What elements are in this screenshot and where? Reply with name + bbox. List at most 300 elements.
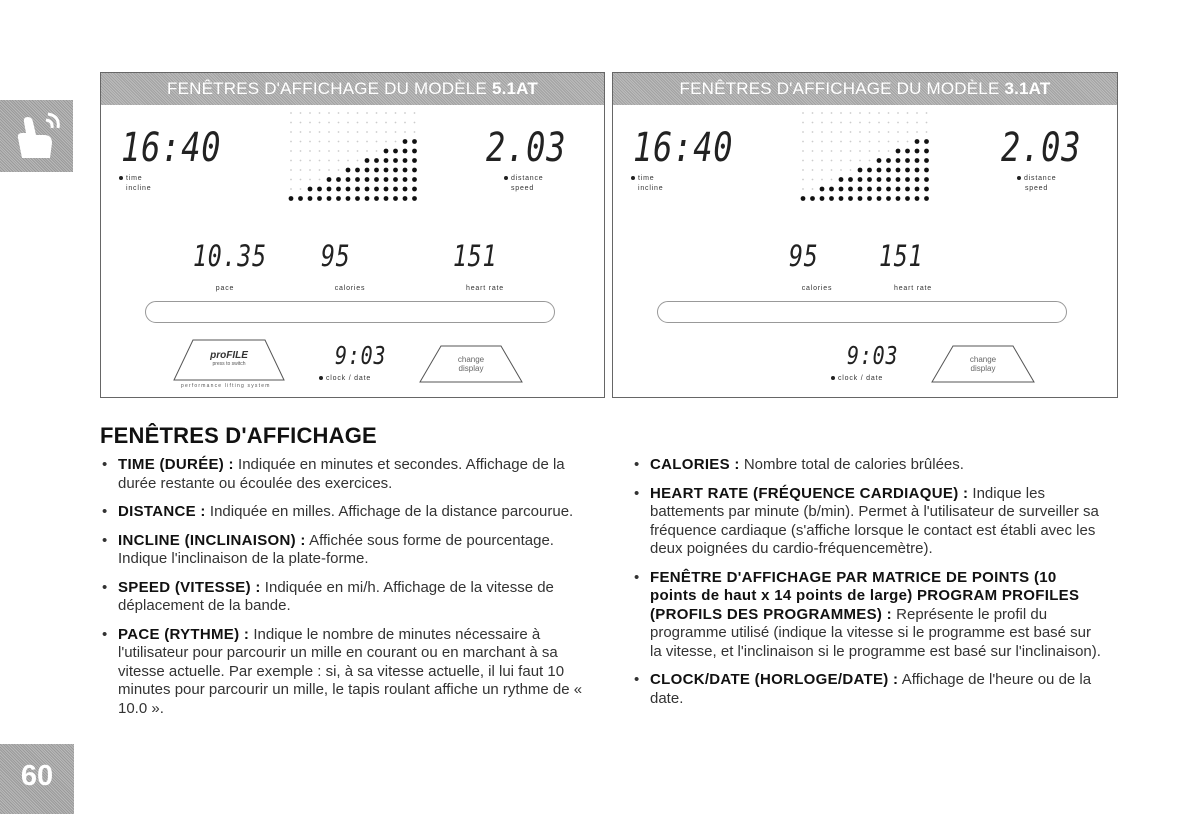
matrix-dot-on (346, 196, 351, 201)
matrix-dot-off (319, 169, 321, 171)
definition-item (100, 503, 605, 522)
matrix-dot-off (404, 122, 406, 124)
matrix-dot-off (859, 141, 861, 143)
matrix-dot-on (905, 168, 910, 173)
definition-desc: Indiquée en minutes et secondes. Affichage de la durée restante ou écoulée des exercices. (118, 456, 565, 492)
matrix-dot-on (393, 158, 398, 163)
matrix-dot-off (850, 150, 852, 152)
matrix-dot-off (366, 112, 368, 114)
matrix-dot-off (290, 188, 292, 190)
matrix-dot-off (357, 160, 359, 162)
definition-item (632, 485, 1102, 559)
matrix-dot-off (878, 150, 880, 152)
matrix-dot-off (395, 141, 397, 143)
matrix-dot-off (319, 122, 321, 124)
matrix-dot-on (867, 168, 872, 173)
matrix-dot-on (858, 196, 863, 201)
matrix-dot-off (869, 131, 871, 133)
matrix-dot-off (840, 150, 842, 152)
matrix-dot-off (309, 160, 311, 162)
matrix-dot-on (412, 139, 417, 144)
matrix-dot-off (802, 179, 804, 181)
calories-label: calories (801, 285, 833, 292)
matrix-dot-off (319, 141, 321, 143)
matrix-dot-on (829, 187, 834, 192)
definition-term: CALORIES : (650, 456, 740, 473)
panel-title (613, 73, 1117, 105)
matrix-dot-on (915, 168, 920, 173)
matrix-dot-on (867, 196, 872, 201)
matrix-dot-off (357, 112, 359, 114)
definition-list-left (100, 456, 605, 728)
matrix-dot-off (926, 131, 928, 133)
matrix-dot-off (812, 131, 814, 133)
matrix-dot-on (403, 168, 408, 173)
definition-desc: Indiquée en mi/h. Affichage de la vitesse de déplacement de la bande. (118, 578, 554, 614)
matrix-dot-off (300, 131, 302, 133)
definition-item (632, 671, 1102, 708)
matrix-dot-on (905, 149, 910, 154)
matrix-dot-on (924, 196, 929, 201)
matrix-dot-off (319, 179, 321, 181)
matrix-dot-on (403, 177, 408, 182)
matrix-dot-off (888, 131, 890, 133)
matrix-dot-on (346, 168, 351, 173)
matrix-dot-off (338, 169, 340, 171)
change-display-button[interactable] (421, 355, 521, 373)
matrix-dot-on (384, 187, 389, 192)
definition-item (100, 579, 605, 616)
definition-desc: Représente le profil du programme utilisé (indique la vitesse si le programme est basé sur la vitesse, et l'inclinaison si le programme est basé sur l'inclinaison). (650, 605, 1101, 660)
matrix-dot-off (840, 131, 842, 133)
incline-label: incline (126, 185, 152, 192)
clock-readout: 9:03 (335, 341, 387, 370)
matrix-dot-on (374, 187, 379, 192)
matrix-dot-off (878, 122, 880, 124)
change-display-button[interactable] (933, 355, 1033, 373)
matrix-dot-on (877, 196, 882, 201)
matrix-dot-off (338, 150, 340, 152)
display-panel-3-1at (612, 72, 1118, 398)
matrix-dot-on (412, 158, 417, 163)
matrix-dot-off (338, 131, 340, 133)
matrix-dot-off (869, 150, 871, 152)
matrix-dot-on (858, 168, 863, 173)
definition-desc: Affichée sous forme de pourcentage. Indique l'inclinaison de la plate-forme. (118, 531, 554, 567)
matrix-dot-off (916, 122, 918, 124)
matrix-dot-on (896, 149, 901, 154)
matrix-dot-off (802, 122, 804, 124)
definition-term: CLOCK/DATE (HORLOGE/DATE) : (650, 671, 899, 688)
matrix-dot-off (888, 141, 890, 143)
matrix-dot-off (290, 112, 292, 114)
definition-item (100, 626, 605, 719)
matrix-dot-on (896, 187, 901, 192)
matrix-dot-on (829, 196, 834, 201)
panel-title-model: 3.1AT (1004, 79, 1051, 98)
matrix-dot-off (300, 179, 302, 181)
matrix-dot-on (355, 187, 360, 192)
distance-label: distance (504, 175, 543, 182)
matrix-dot-off (850, 112, 852, 114)
matrix-dot-off (831, 169, 833, 171)
indicator-dot-icon (319, 376, 323, 380)
heart-rate-readout: 151 (879, 239, 924, 273)
matrix-dot-on (905, 187, 910, 192)
change-display-line1: change (457, 355, 485, 364)
matrix-dot-off (831, 112, 833, 114)
matrix-dot-off (414, 131, 416, 133)
matrix-dot-off (414, 112, 416, 114)
matrix-dot-off (347, 112, 349, 114)
matrix-dot-on (346, 177, 351, 182)
matrix-dot-on (877, 177, 882, 182)
matrix-dot-off (347, 141, 349, 143)
time-readout: 16:40 (121, 125, 222, 171)
matrix-dot-on (327, 196, 332, 201)
panel-title-prefix: FENÊTRES D'AFFICHAGE DU MODÈLE (167, 79, 492, 98)
matrix-dot-off (328, 160, 330, 162)
matrix-dot-on (393, 149, 398, 154)
matrix-dot-off (328, 169, 330, 171)
matrix-dot-off (376, 131, 378, 133)
matrix-dot-off (404, 112, 406, 114)
matrix-dot-off (300, 112, 302, 114)
matrix-dot-off (878, 112, 880, 114)
matrix-dot-on (412, 196, 417, 201)
matrix-dot-off (395, 112, 397, 114)
matrix-dot-off (850, 169, 852, 171)
matrix-dot-on (896, 177, 901, 182)
matrix-dot-off (347, 150, 349, 152)
matrix-dot-on (403, 139, 408, 144)
page-number-tab (0, 744, 74, 814)
matrix-dot-off (907, 122, 909, 124)
hand-pointer-icon (8, 108, 66, 164)
definition-item (632, 456, 1102, 475)
matrix-dot-on (924, 187, 929, 192)
pace-label: pace (215, 285, 235, 292)
matrix-dot-off (357, 131, 359, 133)
matrix-dot-off (831, 122, 833, 124)
definition-term: PACE (RYTHME) : (118, 625, 250, 643)
change-display-line1: change (969, 355, 997, 364)
matrix-dot-off (888, 122, 890, 124)
matrix-dot-off (897, 122, 899, 124)
matrix-dot-on (886, 187, 891, 192)
panel-title-prefix: FENÊTRES D'AFFICHAGE DU MODÈLE (679, 79, 1005, 98)
matrix-dot-off (831, 179, 833, 181)
matrix-dot-on (801, 196, 806, 201)
matrix-dot-off (812, 188, 814, 190)
matrix-dot-off (869, 122, 871, 124)
matrix-dot-off (328, 131, 330, 133)
matrix-dot-off (366, 131, 368, 133)
matrix-dot-off (869, 160, 871, 162)
matrix-dot-off (859, 150, 861, 152)
matrix-dot-off (812, 160, 814, 162)
matrix-dot-off (385, 112, 387, 114)
matrix-dot-off (821, 112, 823, 114)
matrix-dot-off (859, 160, 861, 162)
indicator-dot-icon (504, 176, 508, 180)
matrix-dot-on (905, 177, 910, 182)
matrix-dot-on (317, 196, 322, 201)
matrix-dot-on (403, 187, 408, 192)
section-tab (0, 100, 73, 172)
matrix-dot-on (858, 177, 863, 182)
matrix-dot-on (384, 196, 389, 201)
matrix-dot-off (404, 131, 406, 133)
matrix-dot-off (309, 179, 311, 181)
clock-label: clock / date (831, 375, 883, 382)
matrix-dot-on (915, 177, 920, 182)
matrix-dot-off (869, 112, 871, 114)
matrix-dot-off (831, 150, 833, 152)
matrix-dot-on (412, 187, 417, 192)
matrix-dot-off (385, 141, 387, 143)
matrix-dot-off (290, 141, 292, 143)
matrix-dot-off (840, 141, 842, 143)
matrix-dot-on (327, 177, 332, 182)
display-panel-5-1at (100, 72, 605, 398)
matrix-dot-off (888, 112, 890, 114)
matrix-dot-off (869, 141, 871, 143)
matrix-dot-off (309, 150, 311, 152)
time-readout: 16:40 (633, 125, 734, 171)
definition-term: DISTANCE : (118, 503, 206, 520)
matrix-dot-off (300, 150, 302, 152)
matrix-dot-off (859, 131, 861, 133)
matrix-dot-on (877, 187, 882, 192)
matrix-dot-on (412, 168, 417, 173)
matrix-dot-on (915, 196, 920, 201)
pace-readout: 10.35 (193, 239, 267, 273)
matrix-dot-off (300, 169, 302, 171)
matrix-dot-off (328, 112, 330, 114)
matrix-dot-off (897, 112, 899, 114)
matrix-dot-off (821, 169, 823, 171)
matrix-dot-on (896, 196, 901, 201)
matrix-dot-off (831, 131, 833, 133)
matrix-dot-off (859, 112, 861, 114)
matrix-dot-on (867, 177, 872, 182)
definition-term: TIME (DURÉE) : (118, 456, 234, 473)
matrix-dot-off (328, 141, 330, 143)
matrix-dot-on (393, 168, 398, 173)
matrix-dot-off (888, 150, 890, 152)
matrix-dot-off (290, 122, 292, 124)
dot-matrix-display (799, 109, 933, 209)
matrix-dot-off (802, 131, 804, 133)
matrix-dot-off (812, 122, 814, 124)
matrix-dot-on (355, 196, 360, 201)
change-display-line2: display (970, 364, 996, 373)
definition-term: INCLINE (INCLINAISON) : (118, 531, 306, 549)
matrix-dot-off (319, 150, 321, 152)
matrix-dot-off (347, 131, 349, 133)
matrix-dot-on (374, 158, 379, 163)
matrix-dot-off (366, 122, 368, 124)
matrix-dot-off (812, 179, 814, 181)
matrix-dot-off (366, 150, 368, 152)
matrix-dot-off (850, 141, 852, 143)
matrix-dot-off (802, 188, 804, 190)
matrix-dot-off (319, 131, 321, 133)
definition-desc: Indique le nombre de minutes nécessaire à l'utilisateur pour parcourir un mille en courant ou en marchant à sa vitesse actuelle. Par exemple : si, à sa vitesse actuelle, il lui faut 10 minutes pour parcourir un mille, le tapis roulant affiche un rythme de « 10.0 ». (118, 625, 583, 717)
matrix-dot-off (840, 122, 842, 124)
clock-label: clock / date (319, 375, 371, 382)
matrix-dot-on (384, 158, 389, 163)
panel-title-model: 5.1AT (491, 79, 538, 98)
matrix-dot-on (374, 177, 379, 182)
matrix-dot-on (886, 158, 891, 163)
matrix-dot-off (347, 122, 349, 124)
time-label: time (631, 175, 654, 182)
matrix-dot-on (365, 187, 370, 192)
matrix-dot-on (308, 196, 313, 201)
distance-readout: 2.03 (486, 125, 567, 171)
matrix-dot-on (924, 149, 929, 154)
definition-desc: Affichage de l'heure ou de la date. (650, 671, 1092, 707)
matrix-dot-off (907, 141, 909, 143)
matrix-dot-off (395, 131, 397, 133)
matrix-dot-off (878, 141, 880, 143)
matrix-dot-on (336, 187, 341, 192)
matrix-dot-off (338, 141, 340, 143)
matrix-dot-on (915, 187, 920, 192)
matrix-dot-on (412, 149, 417, 154)
matrix-dot-off (802, 150, 804, 152)
calories-readout: 95 (789, 239, 819, 273)
page-number: 60 (20, 760, 54, 792)
matrix-dot-on (848, 177, 853, 182)
incline-label: incline (638, 185, 664, 192)
matrix-dot-off (916, 131, 918, 133)
matrix-dot-on (867, 187, 872, 192)
matrix-dot-off (309, 169, 311, 171)
matrix-dot-on (924, 168, 929, 173)
matrix-dot-off (309, 141, 311, 143)
matrix-dot-off (309, 112, 311, 114)
matrix-dot-off (290, 169, 292, 171)
profile-tagline: performance lifting system (181, 383, 271, 389)
matrix-dot-off (812, 169, 814, 171)
indicator-dot-icon (119, 176, 123, 180)
matrix-dot-on (384, 177, 389, 182)
matrix-dot-off (859, 122, 861, 124)
matrix-dot-on (820, 187, 825, 192)
definition-desc: Nombre total de calories brûlées. (739, 456, 964, 473)
matrix-dot-on (924, 139, 929, 144)
matrix-dot-off (821, 122, 823, 124)
definition-desc: Indiquée en milles. Affichage de la distance parcourue. (205, 503, 574, 520)
clock-readout: 9:03 (847, 341, 899, 370)
matrix-dot-off (840, 160, 842, 162)
matrix-dot-off (907, 131, 909, 133)
matrix-dot-off (840, 169, 842, 171)
matrix-dot-off (328, 122, 330, 124)
matrix-dot-on (810, 196, 815, 201)
matrix-dot-on (915, 149, 920, 154)
matrix-dot-off (309, 131, 311, 133)
matrix-dot-on (374, 168, 379, 173)
matrix-dot-on (365, 168, 370, 173)
matrix-dot-on (820, 196, 825, 201)
matrix-dot-off (821, 160, 823, 162)
matrix-dot-off (812, 112, 814, 114)
dot-matrix-display (287, 109, 421, 209)
matrix-dot-on (289, 196, 294, 201)
matrix-dot-on (886, 168, 891, 173)
profile-button-title: proFILE (210, 350, 248, 361)
matrix-dot-off (916, 112, 918, 114)
matrix-dot-on (896, 158, 901, 163)
distance-readout: 2.03 (1001, 125, 1082, 171)
definition-list-right (632, 456, 1102, 718)
matrix-dot-on (915, 158, 920, 163)
matrix-dot-off (376, 112, 378, 114)
matrix-dot-on (403, 196, 408, 201)
matrix-dot-on (336, 177, 341, 182)
matrix-dot-on (365, 196, 370, 201)
indicator-dot-icon (831, 376, 835, 380)
matrix-dot-off (802, 141, 804, 143)
matrix-dot-off (338, 122, 340, 124)
indicator-dot-icon (1017, 176, 1021, 180)
matrix-dot-off (357, 150, 359, 152)
speed-label: speed (511, 185, 535, 192)
matrix-dot-off (821, 131, 823, 133)
matrix-dot-off (376, 150, 378, 152)
heart-rate-label: heart rate (466, 285, 504, 292)
profile-button[interactable] (175, 351, 283, 369)
matrix-dot-off (376, 141, 378, 143)
matrix-dot-on (877, 168, 882, 173)
definition-desc: Indique les battements par minute (b/min). Permet à l'utilisateur de surveiller sa fréquence cardiaque (s'affiche lorsque le contact est établi avec les deux poignées du cardio-fréquencemètre). (650, 484, 1099, 557)
matrix-dot-off (821, 141, 823, 143)
matrix-dot-on (905, 196, 910, 201)
matrix-dot-off (328, 150, 330, 152)
definition-item (100, 456, 605, 493)
matrix-dot-off (812, 150, 814, 152)
panel-title (101, 73, 604, 105)
matrix-dot-on (393, 196, 398, 201)
matrix-dot-off (821, 150, 823, 152)
matrix-dot-off (319, 112, 321, 114)
matrix-dot-on (317, 187, 322, 192)
matrix-dot-off (840, 112, 842, 114)
definition-term: FENÊTRE D'AFFICHAGE PAR MATRICE DE POINTS (10 points de haut x 14 points de large) PROGRAM PROFILES (PROFILS DES PROGRAMMES) : (650, 568, 1080, 623)
matrix-dot-off (802, 112, 804, 114)
matrix-dot-off (290, 179, 292, 181)
matrix-dot-off (300, 141, 302, 143)
matrix-dot-on (355, 168, 360, 173)
matrix-dot-on (403, 149, 408, 154)
matrix-dot-off (802, 160, 804, 162)
matrix-dot-off (309, 122, 311, 124)
distance-label: distance (1017, 175, 1056, 182)
definition-term: SPEED (VITESSE) : (118, 578, 261, 596)
matrix-dot-on (877, 158, 882, 163)
matrix-dot-on (308, 187, 313, 192)
matrix-dot-off (319, 160, 321, 162)
heart-rate-label: heart rate (894, 285, 932, 292)
calories-readout: 95 (321, 239, 351, 273)
matrix-dot-off (926, 112, 928, 114)
matrix-dot-on (905, 158, 910, 163)
matrix-dot-on (336, 196, 341, 201)
